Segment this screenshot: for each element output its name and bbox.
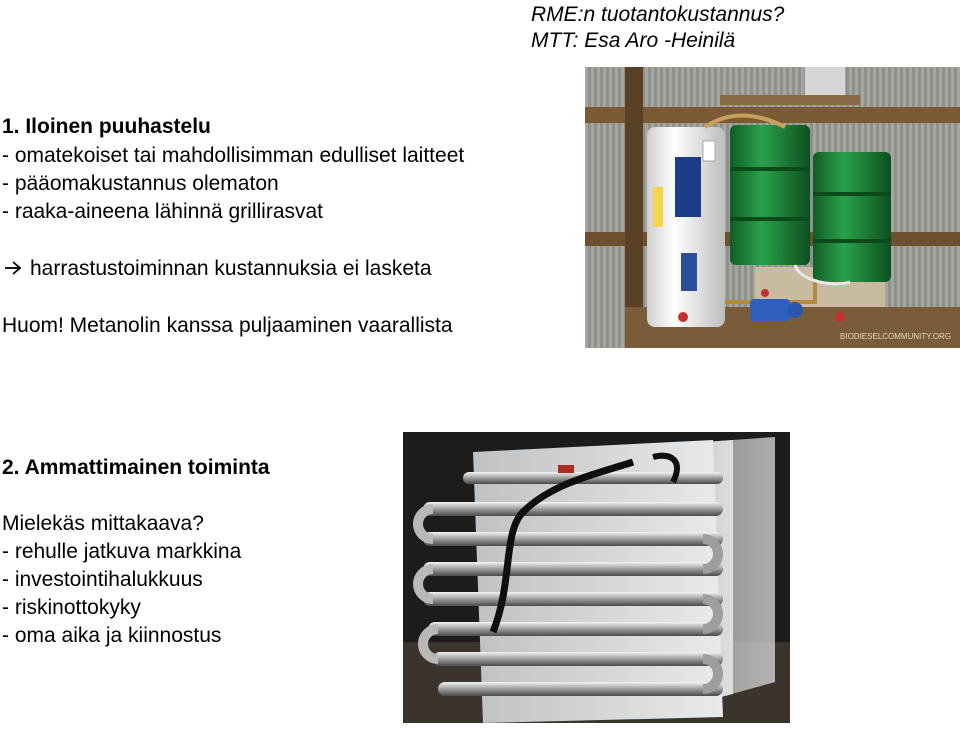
section2-question: Mielekäs mittakaava? — [2, 512, 204, 535]
header-title: RME:n tuotantokustannus? — [531, 3, 785, 26]
section2-bullet: - riskinottokyky — [2, 596, 141, 619]
section2-bullet: - rehulle jatkuva markkina — [2, 540, 242, 563]
section1-bullet: - omatekoiset tai mahdollisimman edulliset laitteet — [2, 144, 465, 167]
section2-bullet: - oma aika ja kiinnostus — [2, 624, 222, 647]
right-arrow-icon — [4, 255, 30, 283]
biodiesel-processor-photo — [585, 67, 960, 348]
section2-title: 2. Ammattimainen toiminta — [2, 456, 270, 479]
header-author: MTT: Esa Aro -Heinilä — [531, 29, 736, 52]
photo-watermark: BIODIESELCOMMUNITY.ORG — [840, 332, 951, 341]
section1-bullet: - raaka-aineena lähinnä grillirasvat — [2, 200, 324, 223]
section1-conclusion — [4, 255, 432, 283]
section1-warning: Huom! Metanolin kanssa puljaaminen vaarallista — [2, 314, 453, 337]
section1-conclusion-text: harrastustoiminnan kustannuksia ei lasketa — [30, 257, 432, 280]
section1-title: 1. Iloinen puuhastelu — [2, 115, 211, 138]
section1-bullet: - pääomakustannus olematon — [2, 172, 279, 195]
section2-bullet: - investointihalukkuus — [2, 568, 203, 591]
heat-exchanger-coils-photo — [403, 432, 790, 723]
